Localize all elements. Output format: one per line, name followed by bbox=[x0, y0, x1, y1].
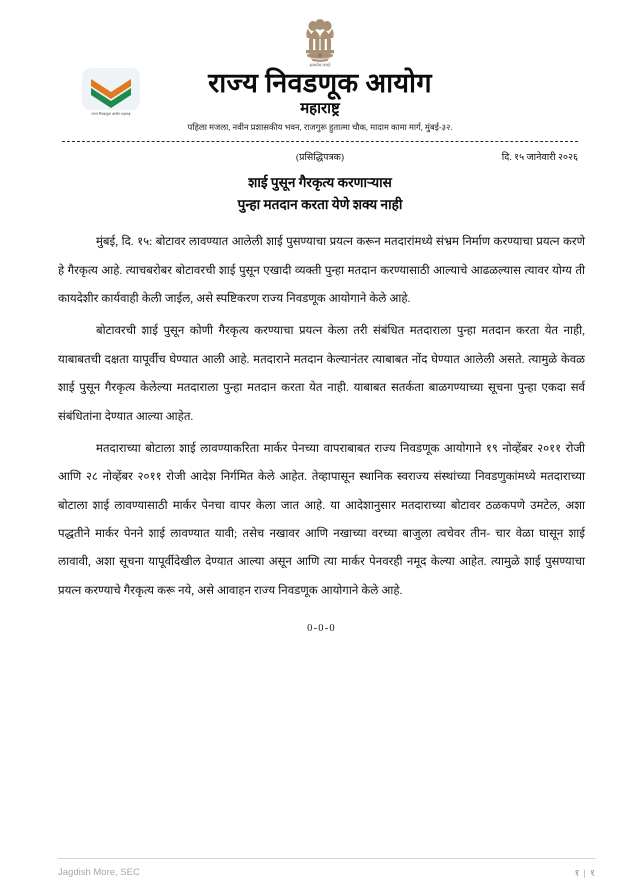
footer-credit: Jagdish More, SEC bbox=[58, 866, 140, 878]
state-election-commission-logo-icon bbox=[82, 68, 140, 110]
header-divider bbox=[62, 141, 578, 142]
footer-page-number: १ | १ bbox=[574, 868, 596, 879]
headline-line-2: पुन्हा मतदान करता येणे शक्य नाही bbox=[237, 197, 403, 213]
release-type-label: (प्रसिद्धिपत्रक) bbox=[296, 153, 344, 164]
page-footer bbox=[58, 858, 596, 881]
organization-subtitle: महाराष्ट्र bbox=[300, 101, 340, 118]
organization-address: पहिला मजला, नवीन प्रशासकीय भवन, राजगुरू हुतात्मा चौक, मादाम कामा मार्ग, मुंबई-३२. bbox=[187, 123, 453, 133]
end-mark: 0-0-0 bbox=[307, 623, 336, 635]
release-date: दि. १५ जानेवारी २०२६ bbox=[501, 152, 578, 164]
body-paragraph: मतदाराच्या बोटाला शाई लावण्याकरिता मार्कर पेनच्या वापराबाबत राज्य निवडणूक आयोगाने १९ नोव्हेंबर २०११ रोजी आणि २८ नोव्हेंबर २०११ रोजी आदेश निर्गमित केले आहेत. तेव्हापासून स्थानिक स्वराज्य संस्थांच्या निवडणुकांमध्ये मतदाराच्या बोटाला शाई लावण्यासाठी मार्कर पेनचा वापर केला जात आहे. या आदेशानुसार मतदाराच्या बोटावर ठळकपणे उमटेल, अशा पद्धतीने मार्कर पेनने शाई लावण्यात यावी; तसेच नखावर आणि नखाच्या वरच्या बाजुला त्वचेवर तीन- चार वेळा घासून शाई लावावी, अशा सूचना यापूर्वीदेखील देण्यात आल्या असून आणि त्या मार्कर पेनवरही नमूद केल्या आहेत. त्यामुळे शाई पुसण्याचा प्रयत्न करण्याचे गैरकृत्य करू नये, असे आवाहन राज्य निवडणूक आयोगाने केले आहे. bbox=[58, 441, 585, 597]
organization-title: राज्य निवडणूक आयोग bbox=[208, 68, 432, 98]
state-election-commission-logo bbox=[78, 68, 144, 117]
body-paragraph: मुंबई, दि. १५: बोटावर लावण्यात आलेली शाई पुसण्याचा प्रयत्न करून मतदारांमध्ये संभ्रम निर्माण करण्याचा प्रयत्न करणे हे गैरकृत्य आहे. त्याचबरोबर बोटावरची शाई पुसून एखादी व्यक्ती पुन्हा मतदान करण्यासाठी आल्याचे आढळल्यास त्यावर योग्य ती कायदेशीर कार्यवाही केली जाईल, असे स्पष्टिकरण राज्य निवडणूक आयोगाने केले आहे. bbox=[58, 235, 585, 305]
body-copy bbox=[58, 228, 585, 634]
masthead bbox=[0, 0, 640, 134]
headline-line-1: शाई पुसून गैरकृत्य करणाऱ्यास bbox=[248, 175, 392, 191]
ashoka-lion-capital-emblem-icon bbox=[298, 18, 342, 70]
logo-caption: राज्य निवडणूक आयोग महाराष्ट्र bbox=[91, 112, 131, 116]
emblem-motto: सत्यमेव जयते bbox=[309, 62, 331, 68]
page-title bbox=[62, 172, 578, 216]
body-paragraph: बोटावरची शाई पुसून कोणी गैरकृत्य करण्याचा प्रयत्न केला तरी संबंधित मतदाराला पुन्हा मतदान करता येत नाही, याबाबतची दक्षता यापूर्वीच घेण्यात आली आहे. मतदाराने मतदान केल्यानंतर त्याबाबत नोंद घेण्यात आलेली असते. त्यामुळे केवळ शाई पुसून गैरकृत्य केलेल्या मतदाराला पुन्हा मतदान करता येत नाही. याबाबत सतर्कता बाळगण्याच्या सूचना पुन्हा एकदा सर्व संबंधितांना देण्यात आल्या आहेत. bbox=[58, 324, 585, 423]
emblem-container bbox=[62, 18, 578, 70]
meta-row bbox=[62, 150, 578, 163]
